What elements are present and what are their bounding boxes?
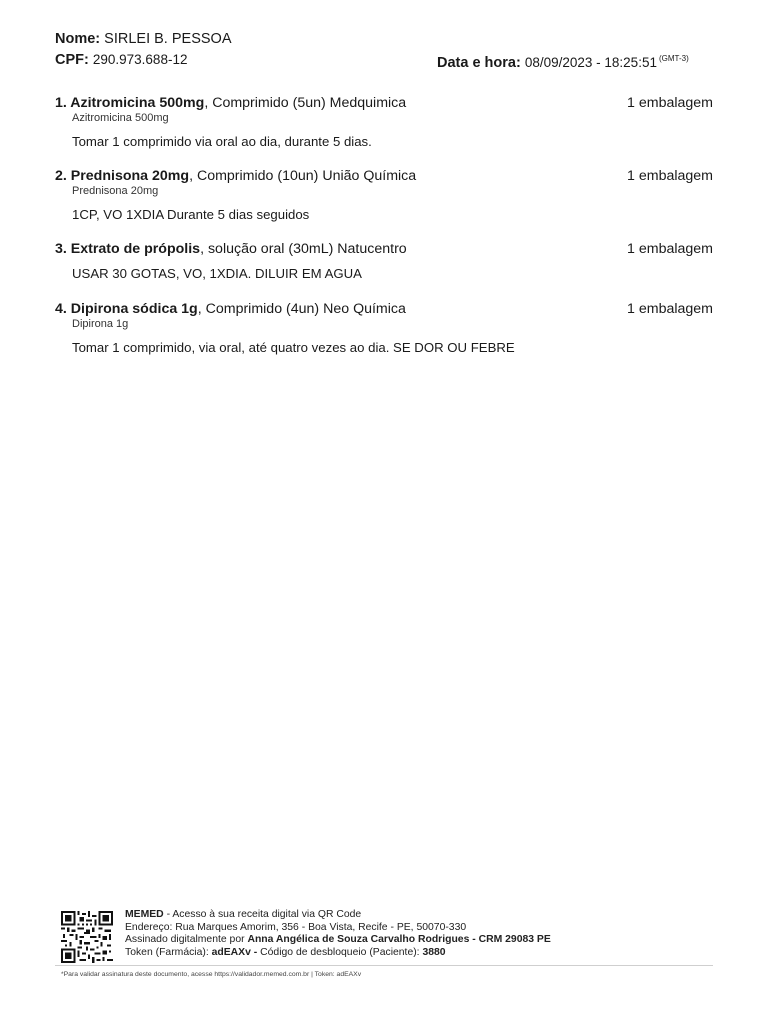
medication-4-instructions: Tomar 1 comprimido, via oral, até quatro vezes ao dia. SE DOR OU FEBRE bbox=[72, 340, 515, 355]
medication-3-title bbox=[55, 241, 407, 257]
footer-unlock-code: 3880 bbox=[422, 946, 446, 958]
medication-3-desc: , solução oral (30mL) Natucentro bbox=[200, 241, 407, 257]
medication-4-number: 4. bbox=[55, 301, 67, 317]
medication-2-name: Prednisona 20mg bbox=[70, 168, 190, 184]
datetime-line bbox=[437, 54, 689, 71]
medication-1-generic: Azitromicina 500mg bbox=[72, 112, 169, 124]
memed-brand: MEMED bbox=[125, 909, 164, 920]
medication-2-quantity: 1 embalagem bbox=[627, 168, 713, 184]
patient-cpf: 290.973.688-12 bbox=[92, 52, 188, 67]
datetime-label: Data e hora: bbox=[437, 55, 521, 71]
datetime-value: 08/09/2023 - 18:25:51 bbox=[524, 55, 657, 70]
footer-info bbox=[125, 909, 551, 959]
patient-cpf-label: CPF: bbox=[55, 52, 89, 68]
medication-3-name: Extrato de própolis bbox=[70, 241, 201, 257]
patient-name-line bbox=[55, 31, 231, 47]
medication-3-number: 3. bbox=[55, 241, 67, 257]
footer-divider bbox=[55, 965, 713, 966]
medication-2-number: 2. bbox=[55, 168, 67, 184]
footer-signature-line bbox=[125, 934, 551, 947]
medication-4-generic: Dipirona 1g bbox=[72, 318, 129, 330]
medication-1-name: Azitromicina 500mg bbox=[70, 95, 205, 111]
medication-4-desc: , Comprimido (4un) Neo Química bbox=[197, 301, 406, 317]
medication-2-generic: Prednisona 20mg bbox=[72, 185, 159, 197]
medication-2-desc: , Comprimido (10un) União Química bbox=[189, 168, 417, 184]
medication-1-number: 1. bbox=[55, 95, 67, 111]
medication-2-instructions: 1CP, VO 1XDIA Durante 5 dias seguidos bbox=[72, 207, 310, 222]
medication-3-quantity: 1 embalagem bbox=[627, 241, 713, 257]
patient-cpf-line bbox=[55, 52, 187, 68]
footer-token-line bbox=[125, 947, 551, 960]
medication-1-title bbox=[55, 95, 406, 111]
qr-code-icon[interactable] bbox=[61, 911, 113, 963]
medication-1-desc: , Comprimido (5un) Medquimica bbox=[204, 95, 407, 111]
timezone-label: (GMT-3) bbox=[658, 54, 689, 63]
footer-doctor: Anna Angélica de Souza Carvalho Rodrigues - CRM 29083 PE bbox=[247, 934, 551, 946]
medication-4-title bbox=[55, 301, 406, 317]
footer-brand-text: - Acesso à sua receita digital via QR Code bbox=[163, 909, 362, 920]
footer-signed-prefix: Assinado digitalmente por bbox=[125, 934, 248, 946]
footer-token: adEAXv - bbox=[211, 946, 258, 958]
medication-2-title bbox=[55, 168, 416, 184]
footer-brand-line bbox=[125, 909, 551, 922]
medication-4-name: Dipirona sódica 1g bbox=[70, 301, 198, 317]
footer-address: Endereço: Rua Marques Amorim, 356 - Boa Vista, Recife - PE, 50070-330 bbox=[125, 921, 467, 933]
medication-1-quantity: 1 embalagem bbox=[627, 95, 713, 111]
footer-disclaimer: *Para validar assinatura deste documento, acesse https://validador.memed.com.br | Token: adEAXv bbox=[61, 971, 362, 978]
medication-1-instructions: Tomar 1 comprimido via oral ao dia, durante 5 dias. bbox=[72, 134, 372, 149]
medication-3-instructions: USAR 30 GOTAS, VO, 1XDIA. DILUIR EM AGUA bbox=[72, 266, 362, 281]
patient-name: SIRLEI B. PESSOA bbox=[104, 31, 232, 47]
footer-token-prefix: Token (Farmácia): bbox=[125, 946, 212, 958]
patient-name-label: Nome: bbox=[55, 31, 101, 47]
medication-4-quantity: 1 embalagem bbox=[627, 301, 713, 317]
footer-unlock-label: Código de desbloqueio (Paciente): bbox=[257, 946, 423, 958]
